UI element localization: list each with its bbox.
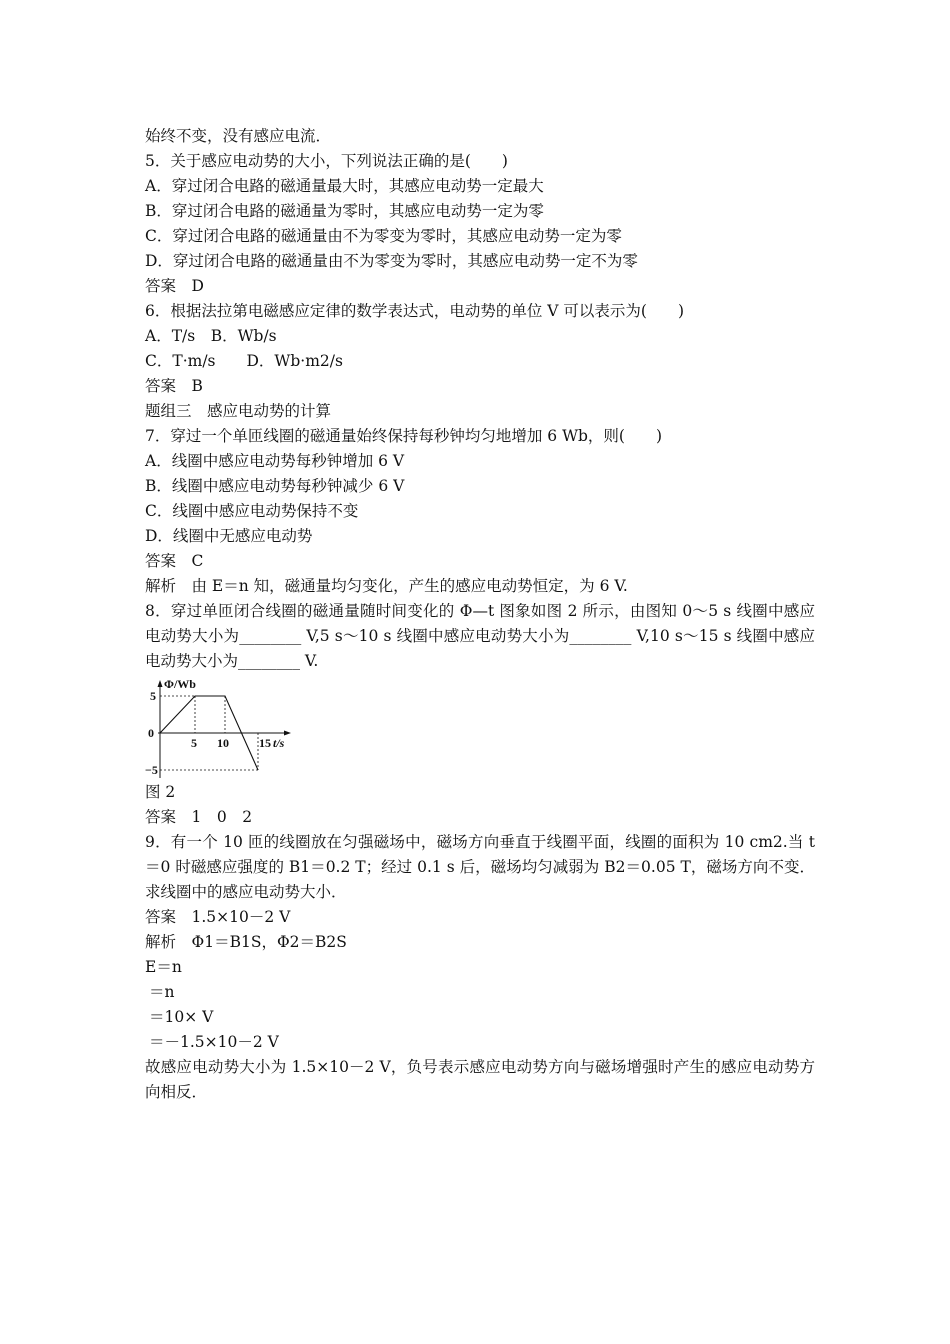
answer: 答案 1.5×10－2 V (145, 908, 291, 926)
option-cd: C．T·m/s D．Wb·m2/s (145, 352, 343, 370)
equation-line: ＝n (149, 983, 175, 1001)
answer: 答案 D (145, 277, 204, 295)
question-7: 7．穿过一个单匝线圈的磁通量始终保持每秒钟均匀地增加 6 Wb，则( ) (145, 427, 663, 445)
answer: 答案 C (145, 552, 204, 570)
option-a: A．线圈中感应电动势每秒钟增加 6 V (145, 452, 405, 470)
equation-line: ＝10× V (149, 1008, 214, 1026)
x-tick-label: 5 (191, 736, 197, 750)
option-b: B．穿过闭合电路的磁通量为零时，其感应电动势一定为零 (145, 202, 544, 220)
option-ab: A．T/s B．Wb/s (145, 327, 277, 345)
option-c: C．穿过闭合电路的磁通量由不为零变为零时，其感应电动势一定为零 (145, 227, 622, 245)
option-b: B．线圈中感应电动势每秒钟减少 6 V (145, 477, 405, 495)
y-tick-label: 0 (148, 726, 154, 740)
explanation: 解析 由 E＝n 知，磁通量均匀变化，产生的感应电动势恒定，为 6 V. (145, 577, 628, 595)
section-heading: 题组三 感应电动势的计算 (145, 402, 332, 420)
flux-graph-svg (145, 678, 305, 782)
text-line: 始终不变，没有感应电流． (145, 127, 332, 145)
option-d: D．穿过闭合电路的磁通量由不为零变为零时，其感应电动势一定不为零 (145, 252, 638, 270)
question-5: 5．关于感应电动势的大小，下列说法正确的是( ) (145, 152, 508, 170)
explanation: 解析 Φ1＝B1S，Φ2＝B2S (145, 933, 347, 951)
answer: 答案 1 0 2 (145, 808, 253, 826)
x-tick-label: 10 (217, 736, 229, 750)
y-tick-label: −5 (145, 763, 158, 777)
y-axis-label: Φ/Wb (164, 678, 196, 691)
answer: 答案 B (145, 377, 203, 395)
flux-time-graph (145, 674, 815, 780)
option-a: A．穿过闭合电路的磁通量最大时，其感应电动势一定最大 (145, 177, 544, 195)
x-axis-arrow (284, 731, 291, 736)
option-c: C．线圈中感应电动势保持不变 (145, 502, 359, 520)
figure-caption: 图 2 (145, 783, 176, 801)
question-6: 6．根据法拉第电磁感应定律的数学表达式，电动势的单位 V 可以表示为( ) (145, 302, 685, 320)
x-tick-label: 15 (259, 736, 271, 750)
document-page (145, 124, 815, 1105)
equation-line: ＝－1.5×10－2 V (149, 1033, 279, 1051)
x-axis-label: t/s (273, 736, 285, 750)
y-axis-arrow (158, 680, 163, 687)
question-8: 8．穿过单匝闭合线圈的磁通量随时间变化的 Φ—t 图象如图 2 所示，由图知 0～5 s 线圈中感应电动势大小为________ V,5 s～10 s 线圈中感应电动势大小为________ V,10 s～15 s 线圈中感应电动势大小为________ V. (145, 602, 815, 670)
question-9: 9．有一个 10 匝的线圈放在匀强磁场中，磁场方向垂直于线圈平面，线圈的面积为 10 cm2.当 t＝0 时磁感应强度的 B1＝0.2 T；经过 0.1 s 后，磁场均匀减弱为 B2＝0.05 T，磁场方向不变．求线圈中的感应电动势大小． (145, 833, 815, 901)
y-tick-label: 5 (150, 689, 156, 703)
conclusion: 故感应电动势大小为 1.5×10－2 V，负号表示感应电动势方向与磁场增强时产生的感应电动势方向相反． (145, 1058, 815, 1101)
equation-line: E＝n (145, 958, 182, 976)
option-d: D．线圈中无感应电动势 (145, 527, 313, 545)
